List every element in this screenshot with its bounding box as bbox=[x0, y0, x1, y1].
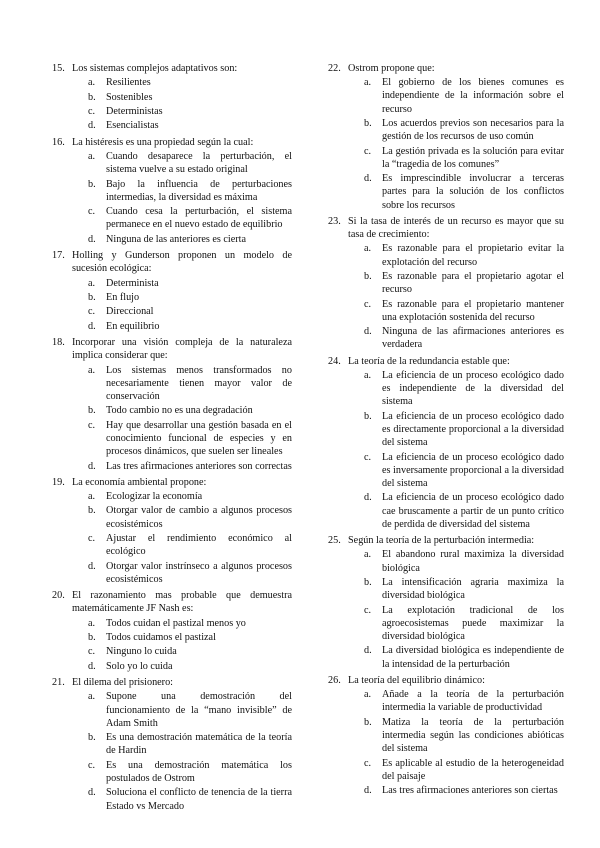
option-letter: b. bbox=[88, 91, 96, 103]
option-text: Soluciona el conflicto de tenencia de la tierra Estado vs Mercado bbox=[106, 787, 292, 812]
question-19 bbox=[52, 476, 292, 586]
question-header bbox=[52, 62, 292, 75]
question-number: 19. bbox=[52, 476, 65, 488]
option-letter: b. bbox=[88, 505, 96, 517]
question-header bbox=[52, 336, 292, 362]
option-text: Determinista bbox=[106, 277, 159, 289]
option-letter: d. bbox=[364, 173, 372, 185]
option-c bbox=[52, 205, 292, 231]
question-number: 18. bbox=[52, 337, 65, 349]
option-letter: b. bbox=[364, 716, 372, 728]
option-text: Hay que desarrollar una gestión basada en el conocimiento funcional de especies y en procesos dinámicos, que suelen ser lineales bbox=[106, 419, 292, 458]
option-c bbox=[328, 604, 564, 644]
option-letter: a. bbox=[88, 364, 96, 376]
option-letter: c. bbox=[88, 759, 96, 771]
question-header bbox=[328, 355, 564, 368]
option-text: Bajo la influencia de perturbaciones intermedias, la diversidad es máxima bbox=[106, 178, 292, 203]
option-b bbox=[328, 117, 564, 143]
option-letter: d. bbox=[88, 320, 96, 332]
option-list bbox=[52, 617, 292, 673]
option-letter: a. bbox=[364, 369, 372, 381]
option-a bbox=[52, 490, 292, 503]
option-text: Resilientes bbox=[106, 77, 151, 89]
question-text: Holling y Gunderson proponen un modelo de sucesión ecológica: bbox=[72, 250, 292, 275]
option-b bbox=[52, 178, 292, 204]
option-text: El gobierno de los bienes comunes es independiente de la información sobre el recurso bbox=[382, 77, 564, 115]
option-c bbox=[328, 451, 564, 491]
option-c bbox=[52, 305, 292, 318]
question-17 bbox=[52, 249, 292, 333]
option-text: Todos cuidamos el pastizal bbox=[106, 632, 216, 644]
question-header bbox=[328, 674, 564, 687]
option-text: Los acuerdos previos son necesarios para la gestión de los recursos de uso común bbox=[382, 118, 564, 143]
question-25 bbox=[328, 534, 564, 671]
option-text: Todo cambio no es una degradación bbox=[106, 405, 253, 417]
option-list bbox=[328, 369, 564, 531]
option-text: Es una demostración matemática los postulados de Ostrom bbox=[106, 759, 292, 785]
option-a bbox=[52, 76, 292, 89]
question-22 bbox=[328, 62, 564, 212]
option-letter: d. bbox=[364, 326, 372, 338]
option-letter: b. bbox=[88, 291, 96, 303]
option-text: Cuando cesa la perturbación, el sistema permanece en el nuevo estado de equilibrio bbox=[106, 206, 292, 231]
option-text: Direccional bbox=[106, 306, 154, 318]
option-d bbox=[52, 660, 292, 673]
option-d bbox=[52, 320, 292, 333]
option-letter: c. bbox=[88, 206, 96, 218]
option-letter: a. bbox=[364, 549, 372, 561]
option-text: La gestión privada es la solución para evitar la “tragedia de los comunes” bbox=[382, 145, 564, 170]
option-a bbox=[52, 277, 292, 290]
option-a bbox=[328, 242, 564, 268]
option-b bbox=[52, 91, 292, 104]
question-number: 21. bbox=[52, 677, 65, 689]
option-text: Las tres afirmaciones anteriores son correctas bbox=[106, 460, 292, 472]
option-letter: b. bbox=[88, 178, 96, 190]
option-letter: b. bbox=[364, 410, 372, 422]
option-text: Ninguno lo cuida bbox=[106, 646, 177, 658]
question-text: La teoría de la redundancia estable que: bbox=[348, 355, 510, 367]
question-number: 26. bbox=[328, 674, 341, 686]
option-a bbox=[328, 688, 564, 714]
question-text: Según la teoría de la perturbación intermedia: bbox=[348, 535, 535, 547]
option-d bbox=[52, 119, 292, 132]
option-text: La eficiencia de un proceso ecológico dado es independiente de la diversidad del sistema bbox=[382, 369, 564, 408]
option-text: Es una demostración matemática de la teoría de Hardin bbox=[106, 732, 292, 757]
option-d bbox=[328, 491, 564, 531]
option-list bbox=[52, 690, 292, 812]
option-letter: d. bbox=[88, 560, 96, 572]
option-d bbox=[52, 786, 292, 812]
option-letter: b. bbox=[88, 632, 96, 644]
option-c bbox=[52, 419, 292, 459]
option-text: La eficiencia de un proceso ecológico dado es directamente proporcional a la diversidad del sistema bbox=[382, 410, 564, 449]
question-16 bbox=[52, 136, 292, 246]
option-list bbox=[52, 277, 292, 333]
option-d bbox=[52, 233, 292, 246]
option-text: Es razonable para el propietario agotar el recurso bbox=[382, 270, 564, 296]
option-list bbox=[52, 150, 292, 246]
right-column bbox=[328, 62, 564, 801]
option-list bbox=[52, 490, 292, 586]
option-letter: a. bbox=[364, 77, 372, 89]
option-letter: b. bbox=[364, 270, 372, 282]
option-letter: a. bbox=[364, 689, 372, 701]
option-letter: d. bbox=[88, 120, 96, 132]
option-letter: c. bbox=[364, 145, 372, 157]
option-text: Ninguna de las afirmaciones anteriores es verdadera bbox=[382, 326, 564, 351]
option-c bbox=[52, 645, 292, 658]
option-letter: c. bbox=[88, 306, 96, 318]
option-text: Esencialistas bbox=[106, 120, 159, 132]
option-list bbox=[52, 76, 292, 132]
question-header bbox=[52, 136, 292, 149]
option-list bbox=[52, 364, 292, 473]
question-header bbox=[52, 249, 292, 275]
option-letter: c. bbox=[364, 604, 372, 616]
option-b bbox=[52, 504, 292, 530]
option-letter: c. bbox=[364, 757, 372, 769]
option-d bbox=[328, 172, 564, 212]
option-list bbox=[328, 548, 564, 670]
question-number: 22. bbox=[328, 63, 341, 74]
option-letter: d. bbox=[88, 460, 96, 472]
question-text: Ostrom propone que: bbox=[348, 63, 435, 74]
option-text: La diversidad biológica es independiente de la intensidad de la perturbación bbox=[382, 645, 564, 670]
question-20 bbox=[52, 589, 292, 673]
option-b bbox=[52, 631, 292, 644]
question-number: 24. bbox=[328, 355, 341, 367]
option-letter: a. bbox=[88, 491, 96, 503]
option-text: Otorgar valor de cambio a algunos procesos ecosistémicos bbox=[106, 505, 292, 530]
option-list bbox=[328, 242, 564, 351]
question-number: 17. bbox=[52, 250, 65, 262]
option-text: Los sistemas menos transformados no necesariamente tienen mayor valor de conservación bbox=[106, 364, 292, 402]
question-number: 20. bbox=[52, 590, 65, 602]
option-text: Otorgar valor instrínseco a algunos procesos ecosistémicos bbox=[106, 560, 292, 585]
option-list bbox=[328, 688, 564, 797]
option-text: El abandono rural maximiza la diversidad biológica bbox=[382, 549, 564, 574]
option-c bbox=[328, 298, 564, 324]
option-a bbox=[52, 690, 292, 730]
option-d bbox=[52, 460, 292, 473]
option-b bbox=[328, 270, 564, 296]
question-header bbox=[52, 676, 292, 689]
option-b bbox=[328, 716, 564, 756]
option-text: Supone una demostración del funcionamiento de la “mano invisible” de Adam Smith bbox=[106, 691, 292, 729]
option-letter: c. bbox=[364, 451, 372, 463]
option-letter: c. bbox=[88, 533, 96, 545]
option-b bbox=[328, 576, 564, 602]
option-letter: c. bbox=[88, 105, 96, 117]
option-text: La eficiencia de un proceso ecológico dado cae bruscamente a partir de un punto crítico de perdida de diversidad del sistema bbox=[382, 492, 564, 530]
question-text: La histéresis es una propiedad según la cual: bbox=[72, 136, 254, 148]
option-text: Solo yo lo cuida bbox=[106, 660, 173, 672]
question-number: 23. bbox=[328, 215, 341, 227]
question-text: El razonamiento mas probable que demuestra matemáticamente JF Nash es: bbox=[72, 590, 292, 615]
option-text: La explotación tradicional de los agroecosistemas puede maximizar la diversidad biológica bbox=[382, 604, 564, 642]
option-text: Sostenibles bbox=[106, 91, 153, 103]
left-column bbox=[52, 62, 292, 816]
option-a bbox=[52, 364, 292, 404]
option-letter: a. bbox=[88, 277, 96, 289]
option-letter: b. bbox=[88, 405, 96, 417]
option-a bbox=[328, 369, 564, 409]
option-c bbox=[52, 532, 292, 558]
option-text: Cuando desaparece la perturbación, el sistema vuelve a su estado original bbox=[106, 150, 292, 176]
option-letter: b. bbox=[364, 118, 372, 129]
option-d bbox=[328, 644, 564, 670]
option-d bbox=[328, 325, 564, 351]
option-text: Deterministas bbox=[106, 105, 163, 117]
option-d bbox=[52, 560, 292, 586]
question-header bbox=[328, 534, 564, 547]
option-a bbox=[52, 150, 292, 176]
option-d bbox=[328, 784, 564, 797]
question-text: Los sistemas complejos adaptativos son: bbox=[72, 63, 238, 74]
option-letter: a. bbox=[88, 617, 96, 629]
option-text: Es razonable para el propietario mantener una explotación sostenida del recurso bbox=[382, 298, 564, 323]
question-21 bbox=[52, 676, 292, 813]
option-list bbox=[328, 76, 564, 212]
option-letter: d. bbox=[88, 233, 96, 245]
option-letter: b. bbox=[364, 576, 372, 588]
option-letter: d. bbox=[364, 785, 372, 797]
option-letter: c. bbox=[364, 298, 372, 310]
option-b bbox=[52, 291, 292, 304]
option-letter: a. bbox=[88, 691, 96, 703]
option-a bbox=[328, 76, 564, 116]
question-text: La teoría del equilibrio dinámico: bbox=[348, 674, 485, 686]
question-24 bbox=[328, 355, 564, 531]
question-23 bbox=[328, 215, 564, 352]
option-b bbox=[328, 410, 564, 450]
option-c bbox=[52, 105, 292, 118]
question-18 bbox=[52, 336, 292, 473]
option-a bbox=[52, 617, 292, 630]
question-number: 25. bbox=[328, 535, 341, 547]
option-text: Todos cuidan el pastizal menos yo bbox=[106, 617, 246, 629]
option-c bbox=[52, 759, 292, 785]
option-text: Ninguna de las anteriores es cierta bbox=[106, 233, 247, 245]
option-letter: c. bbox=[88, 419, 96, 431]
option-text: Matiza la teoría de la perturbación intermedia según las condiciones abióticas del sistema bbox=[382, 716, 564, 755]
question-text: Si la tasa de interés de un recurso es mayor que su tasa de crecimiento: bbox=[348, 215, 564, 241]
option-text: La eficiencia de un proceso ecológico dado es inversamente proporcional a la diversidad del sistema bbox=[382, 451, 564, 489]
question-text: La economía ambiental propone: bbox=[72, 476, 207, 488]
option-text: En flujo bbox=[106, 291, 140, 303]
option-text: Es imprescindible involucrar a terceras partes para la solución de los conflictos sobre los recursos bbox=[382, 173, 564, 211]
option-letter: a. bbox=[364, 243, 372, 255]
option-letter: a. bbox=[88, 150, 96, 162]
question-number: 15. bbox=[52, 63, 65, 74]
option-text: La intensificación agraria maximiza la diversidad biológica bbox=[382, 576, 564, 602]
option-c bbox=[328, 145, 564, 171]
question-15 bbox=[52, 62, 292, 133]
question-text: Incorporar una visión compleja de la naturaleza implica considerar que: bbox=[72, 337, 292, 362]
option-c bbox=[328, 757, 564, 783]
question-header bbox=[328, 62, 564, 75]
option-letter: a. bbox=[88, 77, 96, 89]
question-number: 16. bbox=[52, 136, 65, 148]
option-letter: c. bbox=[88, 646, 96, 658]
question-header bbox=[52, 476, 292, 489]
question-header bbox=[52, 589, 292, 615]
option-text: Ajustar el rendimiento económico al ecológico bbox=[106, 533, 292, 558]
question-26 bbox=[328, 674, 564, 797]
option-text: Añade a la teoría de la perturbación intermedia la variable de productividad bbox=[382, 689, 564, 714]
option-letter: d. bbox=[88, 660, 96, 672]
option-letter: b. bbox=[88, 732, 96, 744]
option-text: Es aplicable al estudio de la heterogeneidad del paisaje bbox=[382, 757, 564, 782]
option-b bbox=[52, 731, 292, 757]
option-text: Es razonable para el propietario evitar la explotación del recurso bbox=[382, 243, 564, 268]
option-b bbox=[52, 404, 292, 417]
question-text: El dilema del prisionero: bbox=[72, 677, 173, 689]
option-letter: d. bbox=[364, 492, 372, 504]
option-a bbox=[328, 548, 564, 574]
question-header bbox=[328, 215, 564, 241]
option-text: En equilibrio bbox=[106, 320, 160, 332]
option-letter: d. bbox=[88, 787, 96, 799]
option-text: Las tres afirmaciones anteriores son ciertas bbox=[382, 785, 558, 797]
option-text: Ecologizar la economía bbox=[106, 491, 203, 503]
option-letter: d. bbox=[364, 645, 372, 657]
